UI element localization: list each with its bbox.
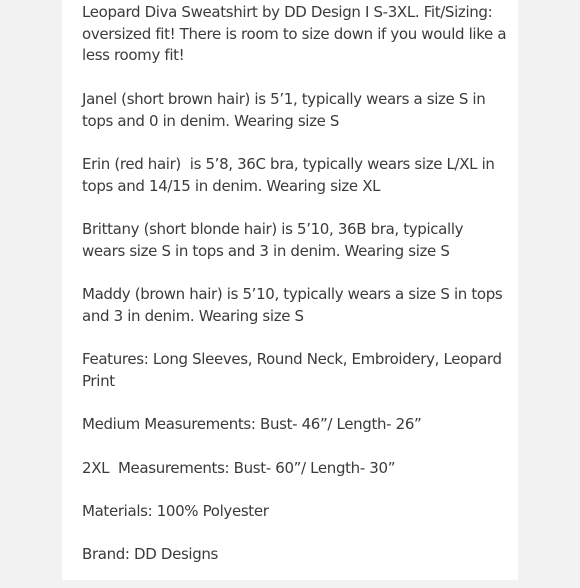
brand-text: Brand: DD Designs <box>82 545 219 564</box>
materials-text: Materials: 100% Polyester <box>82 502 269 521</box>
model-maddy: Maddy (brown hair) is 5’10, typically wears a size S in tops and 3 in denim. Wearing size S <box>82 285 507 325</box>
medium-measurements: Medium Measurements: Bust- 46”/ Length- 26” <box>82 415 422 434</box>
2xl-measurements: 2XL Measurements: Bust- 60”/ Length- 30” <box>82 458 396 477</box>
model-erin: Erin (red hair) is 5’8, 36C bra, typically wears size L/XL in tops and 14/15 in denim. Wearing size XL <box>82 154 499 195</box>
description-intro: Leopard Diva Sweatshirt by DD Design I S-3XL. Fit/Sizing: oversized fit! There is room to size down if you would like a less roomy fit! <box>82 3 511 65</box>
model-brittany: Brittany (short blonde hair) is 5’10, 36B bra, typically wears size S in tops and 3 in denim. Wearing size S <box>82 219 468 260</box>
features-text: Features: Long Sleeves, Round Neck, Embroidery, Leopard Print <box>82 350 507 390</box>
product-description <box>82 2 511 588</box>
model-janel: Janel (short brown hair) is 5’1, typically wears a size S in tops and 0 in denim. Wearing size S <box>82 89 490 130</box>
description-panel <box>62 0 518 580</box>
